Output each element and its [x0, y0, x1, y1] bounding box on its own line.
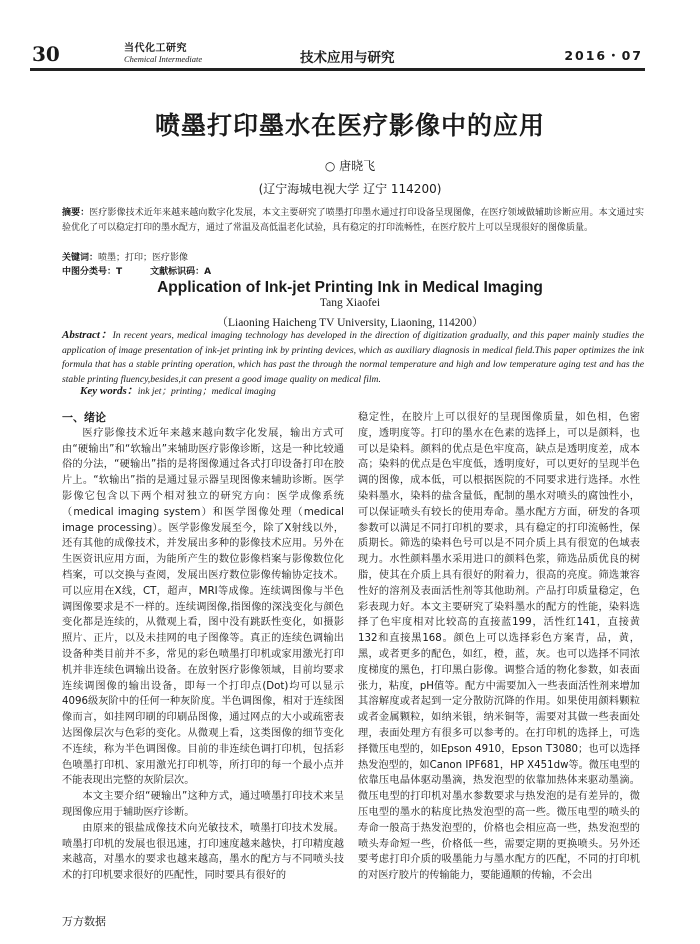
- keywords-en-label: Key words：: [80, 385, 138, 397]
- body-column-right: [358, 410, 640, 884]
- doc-code-value: A: [204, 267, 212, 277]
- clc-value: T: [116, 267, 123, 277]
- journal-name-en: Chemical Intermediate: [124, 53, 203, 64]
- journal-name: [124, 44, 202, 63]
- affiliation-en: （Liaoning Haicheng TV University, Liaoning, 114200）: [216, 317, 484, 329]
- issue-label: 2016・07: [564, 48, 643, 63]
- section-heading: 一、绪论: [62, 411, 106, 424]
- keywords-en-text: ink jet；printing；medical imaging: [137, 386, 276, 397]
- body-paragraph: 本文主要介绍“硬输出”这种方式，通过喷墨打印技术来呈现图像应用于辅助医疗诊断。: [62, 791, 344, 818]
- running-header: [30, 44, 645, 68]
- keywords-en: [80, 382, 276, 398]
- section-name: 技术应用与研究: [300, 50, 395, 66]
- abstract-cn-text: 医疗影像技术近年来越来越向数字化发展，本文主要研究了喷墨打印墨水通过打印设备呈现图像，在医疗领域做辅助诊断应用。本文通过实验优化了可以稳定打印的墨水配方，通过了常温及高低温老化试验，具有稳定的打印流畅性，在医疗胶片上可以呈现很好的图像质量。: [62, 208, 644, 233]
- paper-title-en: Application of Ink-jet Printing Ink in Medical Imaging: [157, 279, 543, 296]
- body-column-left: [62, 410, 344, 884]
- affiliation: (辽宁海城电视大学 辽宁 114200): [258, 182, 442, 196]
- clc-label: 中图分类号：: [62, 267, 117, 277]
- doc-code-label: 文献标识码：: [150, 267, 205, 277]
- abstract-cn-label: 摘要：: [62, 208, 90, 218]
- paper-title: 喷墨打印墨水在医疗影像中的应用: [154, 111, 545, 140]
- abstract-en-label: Abstract：: [62, 329, 113, 341]
- classification-line: [62, 264, 211, 277]
- abstract-en: [62, 328, 644, 387]
- author-en: Tang Xiaofei: [319, 297, 381, 309]
- keywords-cn: [62, 250, 188, 263]
- abstract-en-text: In recent years, medical imaging technology has developed in the direction of digitization gradually, and this paper mainly studies the application of image presentation of ink-jet printing ink by printing devices, which as auxiliary diagnosis in medical field.This paper optimizes the ink formula that has a stable printing operation, which has past the through the normal temperature and high and low temperature aging test and has the stable printing fluency,besides,it can present a good image quality on medical film.: [62, 330, 644, 385]
- keywords-cn-label: 关键词：: [62, 253, 99, 263]
- body-paragraph: 医疗影像技术近年来越来越向数字化发展，输出方式可由“硬输出”和“软输出”来辅助医疗影像诊断，这是一种比较通俗的分法，“硬输出”指的是将图像通过各式打印设备打印在胶片上。“软输出”指的是通过显示器呈现图像来辅助诊断。医学影像它包含以下两个相对独立的研究方向：医学成像系统（medical imaging system）和医学图像处理（medical image processing）。医学影像发展至今，除了X射线以外，还有其他的成像技术，并发展出多种的影像技术应用。另外在生医资讯应用方面，为能所产生的数位影像档案与影像数位化档案，可以交换与查阅，发展出医疗数位影像传输协定技术。可以应用在X线，CT，超声，MRI等成像。连续调图像与半色调图像要求是不一样的。连续调图像,指图像的深浅变化与颜色变化都是连续的，从微观上看，图中没有跳跃性变化，如摄影照片、正片，以及未挂网的电子图像等。真正的连续色调输出设备种类目前并不多，常见的彩色喷墨打印机或家用激光打印机并非连续色调输出设备。在放射医疗影像领域，目前均要求连续调图像的输出设备，即每一个打印点(Dot)均可以显示4096级灰阶中的任何一种灰阶度。半色调图像，相对于连续图像而言，如挂网印刷的印刷品图像，通过网点的大小或疏密表达图像层次与色彩的变化。从微观上看，这类图像的细节变化不连续，称为半色调图像。目前的非连续色调打印机，包括彩色喷墨打印机、家用激光打印机等，所打印的每一个最小点并不能表现出完整的灰阶层次。: [62, 427, 344, 787]
- journal-name-cn: 当代化工研究: [124, 43, 187, 54]
- body-paragraph: 由原来的银盐成像技术向光敏技术，喷墨打印技术发展。喷墨打印机的发展也很迅速，打印速度越来越快，打印精度越来越高，对墨水的要求也越来越高，墨水的配方与不同喷头技术的打印机要求很好的匹配性，同时要具有很好的: [62, 822, 344, 882]
- keywords-cn-text: 喷墨；打印；医疗影像: [98, 253, 189, 263]
- abstract-cn: [62, 206, 644, 235]
- footer-source: 万方数据: [62, 915, 106, 928]
- body-paragraph: 稳定性，在胶片上可以很好的呈现图像质量，如色相，色密度，透明度等。打印的墨水在色素的选择上，可以是颜料，也可以是染料。颜料的优点是色牢度高，缺点是透明度差，成本高；染料的优点是色牢度低，透明度好，可以更好的呈现半色调的图像，成本低，可以根据医院的不同要求进行选择。水性染料墨水，染料的盐含量低，配制的墨水对喷头的腐蚀性小，可以保证喷头有较长的使用寿命。墨水配方方面，研发的各项参数可以满足不同打印机的要求，具有稳定的打印流畅性，保质期长。筛选的染料色号可以是不同介质上具有很宽的色域表现力。水性颜料墨水采用进口的颜料色浆，筛选品质优良的树脂，使其在介质上具有很好的附着力，很高的亮度。筛选兼容性好的溶剂及表面活性剂等其他助剂。产品打印质量稳定，色彩表现力好。本文主要研究了染料墨水的配方的性能，染料选择了色牢度相对比较高的直接蓝199，活性红141，直接黄132和直接黑168。颜色上可以选择彩色方案青，品，黄，黑，或者更多的配色，如红，橙，蓝，灰。也可以选择不同浓度梯度的黑色，打印黑白影像。调整合适的物化参数，如表面张力，粘度，pH值等。配方中需要加入一些表面活性剂来增加其溶解度或者起到一定分散防沉降的作用。如果使用颜料颗粒或者金属颗粒，如纳米银，纳米铜等，需要对其做一些表面处理，表面处理方有很多可以参考的。在打印机的选择上，可选择微压电型的，如Epson 4910，Epson T3080；也可以选择热发泡型的，如Canon IPF681，HP X451dw等。微压电型的依靠压电晶体驱动墨滴，热发泡型的依靠加热体来驱动墨滴。微压电型的打印机对墨水参数要求与热发泡的是有差异的，微压电型的墨水的粘度比热发泡型的高一些。微压电型的喷头的寿命一般高于热发泡型的，价格也会相应高一些，热发泡型的喷头寿命短一些，价格低一些，需要定期的更换喷头。另外还要考虑打印介质的吸墨能力与墨水配方的匹配，不同的打印机的对医疗胶片的传输能力，要能通顺的传输，不会出: [358, 412, 640, 882]
- page-number: 30: [32, 42, 60, 66]
- header-rule: [30, 68, 645, 71]
- author: ○ 唐晓飞: [324, 159, 376, 173]
